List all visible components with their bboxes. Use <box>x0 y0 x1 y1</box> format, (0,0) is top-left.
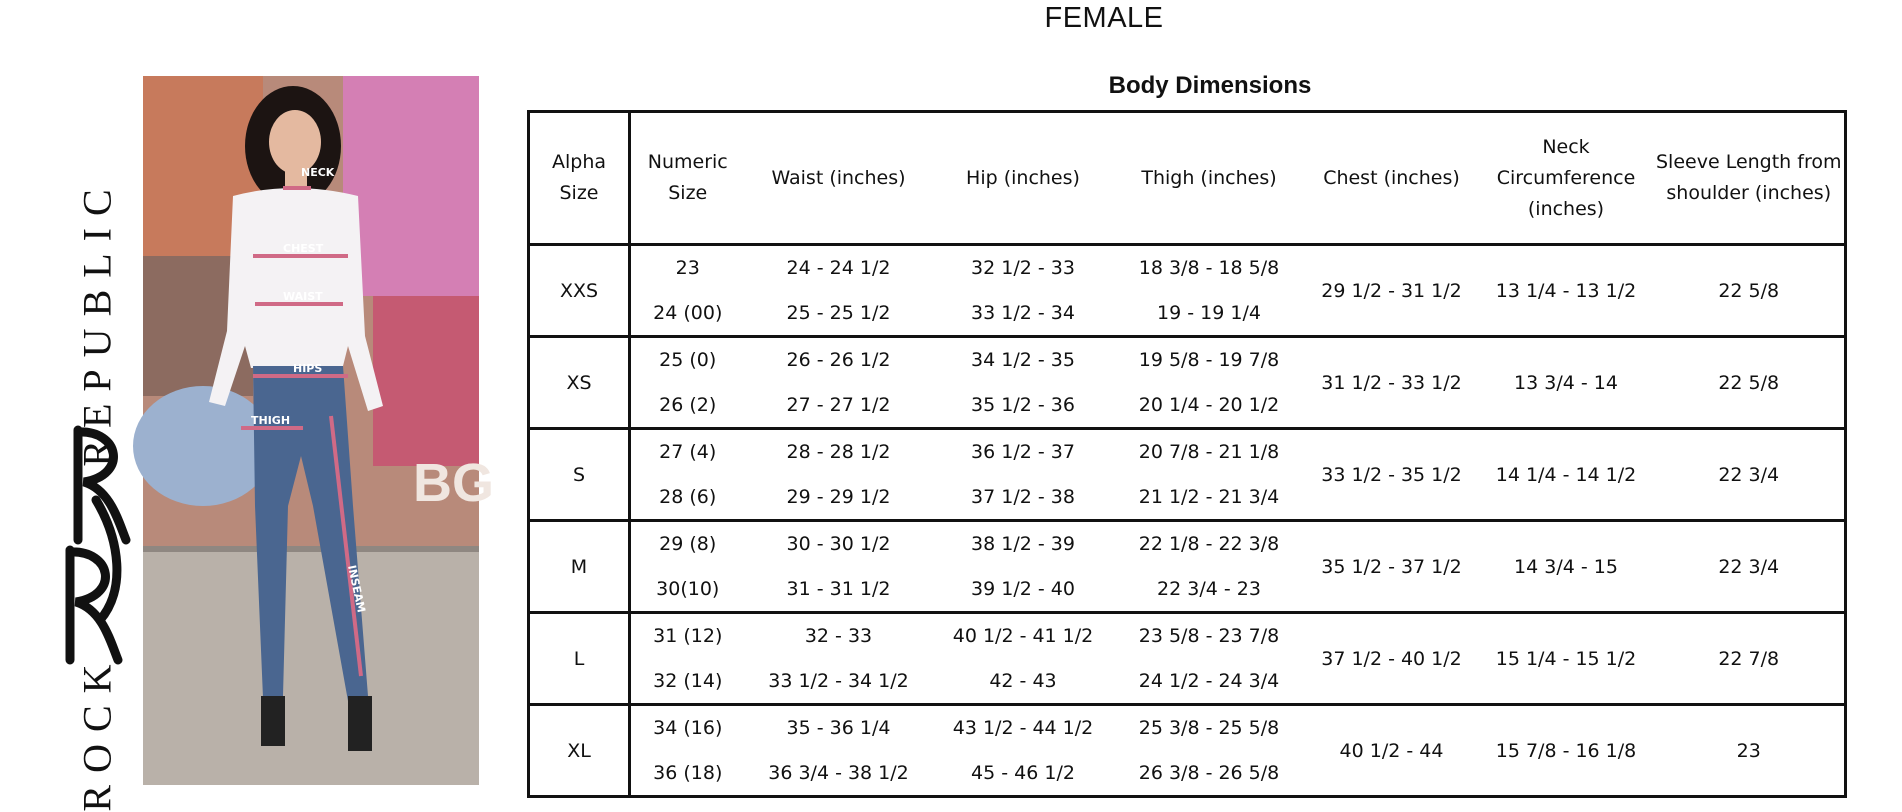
chest-value: 29 1/2 - 31 1/2 <box>1321 279 1462 302</box>
thigh-value: 26 3/8 - 26 5/8 <box>1138 761 1280 784</box>
waist-value: 27 - 27 1/2 <box>786 393 891 416</box>
neck-value: 13 3/4 - 14 <box>1514 371 1618 394</box>
waist-label: WAIST <box>283 290 323 303</box>
thigh-value: 22 1/8 - 22 3/8 <box>1138 533 1280 556</box>
chest-value: 35 1/2 - 37 1/2 <box>1321 555 1462 578</box>
sleeve-value: 22 7/8 <box>1718 647 1780 670</box>
waist-value: 36 3/4 - 38 1/2 <box>768 761 909 784</box>
table-row <box>529 613 1846 705</box>
header-sleeve: Sleeve Length from shoulder (inches) <box>1656 151 1842 204</box>
numeric-size-value: 31 (12) <box>653 625 723 648</box>
header-alpha-size: Alpha Size <box>529 112 630 245</box>
sleeve-value: 22 3/4 <box>1718 463 1780 486</box>
numeric-size-value: 28 (6) <box>659 485 717 508</box>
header-chest: Chest (inches) <box>1323 166 1460 189</box>
numeric-size-value: 34 (16) <box>653 717 723 740</box>
neck-value: 14 1/4 - 14 1/2 <box>1495 463 1637 486</box>
header-waist: Waist (inches) <box>771 166 906 189</box>
table-row <box>529 337 1846 429</box>
alpha-size-cell: XL <box>529 705 630 797</box>
hip-value: 32 1/2 - 33 <box>971 257 1075 280</box>
alpha-size-cell: M <box>529 521 630 613</box>
numeric-size-value: 23 <box>675 257 700 280</box>
page-title: FEMALE <box>1044 2 1164 34</box>
size-chart-table <box>527 110 1847 798</box>
table-row <box>529 245 1846 337</box>
waist-value: 30 - 30 1/2 <box>786 533 891 556</box>
thigh-value: 20 1/4 - 20 1/2 <box>1138 393 1280 416</box>
hip-value: 35 1/2 - 36 <box>971 393 1075 416</box>
numeric-size-value: 26 (2) <box>659 393 717 416</box>
thigh-value: 22 3/4 - 23 <box>1157 577 1261 600</box>
numeric-size-value: 36 (18) <box>653 761 723 784</box>
chest-value: 40 1/2 - 44 <box>1339 739 1444 762</box>
chest-value: 33 1/2 - 35 1/2 <box>1321 463 1462 486</box>
hip-value: 40 1/2 - 41 1/2 <box>952 625 1094 648</box>
neck-label: NECK <box>301 166 335 179</box>
header-thigh: Thigh (inches) <box>1141 166 1277 189</box>
thigh-label: THIGH <box>251 414 291 427</box>
table-row <box>529 705 1846 797</box>
hips-label: HIPS <box>293 362 323 375</box>
hip-value: 42 - 43 <box>989 669 1057 692</box>
rr-monogram-icon <box>60 420 135 670</box>
header-numeric-size: Numeric Size <box>647 151 728 204</box>
header-neck: Neck Circumference (inches) <box>1496 135 1636 220</box>
table-title: Body Dimensions <box>1108 72 1312 99</box>
thigh-value: 21 1/2 - 21 3/4 <box>1138 485 1280 508</box>
hip-value: 39 1/2 - 40 <box>971 577 1075 600</box>
thigh-value: 23 5/8 - 23 7/8 <box>1138 625 1280 648</box>
numeric-size-value: 32 (14) <box>653 669 723 692</box>
waist-value: 32 - 33 <box>804 625 873 648</box>
hip-value: 33 1/2 - 34 <box>971 301 1075 324</box>
alpha-size-cell: XXS <box>529 245 630 337</box>
waist-value: 29 - 29 1/2 <box>786 485 891 508</box>
chest-label: CHEST <box>283 242 324 255</box>
hip-value: 45 - 46 1/2 <box>971 761 1075 784</box>
waist-value: 25 - 25 1/2 <box>786 301 891 324</box>
numeric-size-value: 25 (0) <box>659 349 717 372</box>
chest-value: 31 1/2 - 33 1/2 <box>1321 371 1462 394</box>
alpha-size-cell: XS <box>529 337 630 429</box>
brand-logo <box>60 82 135 812</box>
waist-value: 28 - 28 1/2 <box>786 441 891 464</box>
brand-word-republic: REPUBLIC <box>74 177 120 467</box>
hip-value: 34 1/2 - 35 <box>971 349 1075 372</box>
table-row <box>529 429 1846 521</box>
inseam-label: INSEAM <box>345 563 368 614</box>
table-header-row <box>529 112 1846 245</box>
header-hip: Hip (inches) <box>966 166 1080 189</box>
numeric-size-value: 27 (4) <box>659 441 717 464</box>
sleeve-value: 22 5/8 <box>1718 279 1780 302</box>
numeric-size-value: 29 (8) <box>659 533 717 556</box>
wall-graffiti-text: BG <box>413 453 494 513</box>
model-photo <box>143 76 494 785</box>
waist-value: 35 - 36 1/4 <box>786 717 891 740</box>
thigh-value: 19 - 19 1/4 <box>1157 301 1261 324</box>
brand-word-rock: ROCK <box>74 652 120 812</box>
table-row <box>529 521 1846 613</box>
hip-value: 38 1/2 - 39 <box>971 533 1075 556</box>
thigh-value: 20 7/8 - 21 1/8 <box>1138 441 1280 464</box>
neck-value: 14 3/4 - 15 <box>1514 555 1618 578</box>
thigh-value: 18 3/8 - 18 5/8 <box>1138 257 1280 280</box>
waist-value: 33 1/2 - 34 1/2 <box>768 669 909 692</box>
thigh-value: 19 5/8 - 19 7/8 <box>1138 349 1280 372</box>
neck-value: 15 1/4 - 15 1/2 <box>1495 647 1637 670</box>
waist-value: 26 - 26 1/2 <box>786 349 891 372</box>
thigh-value: 25 3/8 - 25 5/8 <box>1138 717 1280 740</box>
hip-value: 37 1/2 - 38 <box>971 485 1075 508</box>
numeric-size-value: 24 (00) <box>653 301 723 324</box>
waist-value: 24 - 24 1/2 <box>786 257 891 280</box>
sleeve-value: 22 3/4 <box>1718 555 1780 578</box>
hip-value: 43 1/2 - 44 1/2 <box>952 717 1094 740</box>
thigh-value: 24 1/2 - 24 3/4 <box>1138 669 1280 692</box>
sleeve-value: 22 5/8 <box>1718 371 1780 394</box>
neck-value: 13 1/4 - 13 1/2 <box>1495 279 1637 302</box>
hip-value: 36 1/2 - 37 <box>971 441 1075 464</box>
alpha-size-cell: S <box>529 429 630 521</box>
waist-value: 31 - 31 1/2 <box>786 577 891 600</box>
chest-value: 37 1/2 - 40 1/2 <box>1321 647 1462 670</box>
numeric-size-value: 30(10) <box>656 577 720 600</box>
sleeve-value: 23 <box>1736 739 1761 762</box>
neck-value: 15 7/8 - 16 1/8 <box>1495 739 1637 762</box>
alpha-size-cell: L <box>529 613 630 705</box>
